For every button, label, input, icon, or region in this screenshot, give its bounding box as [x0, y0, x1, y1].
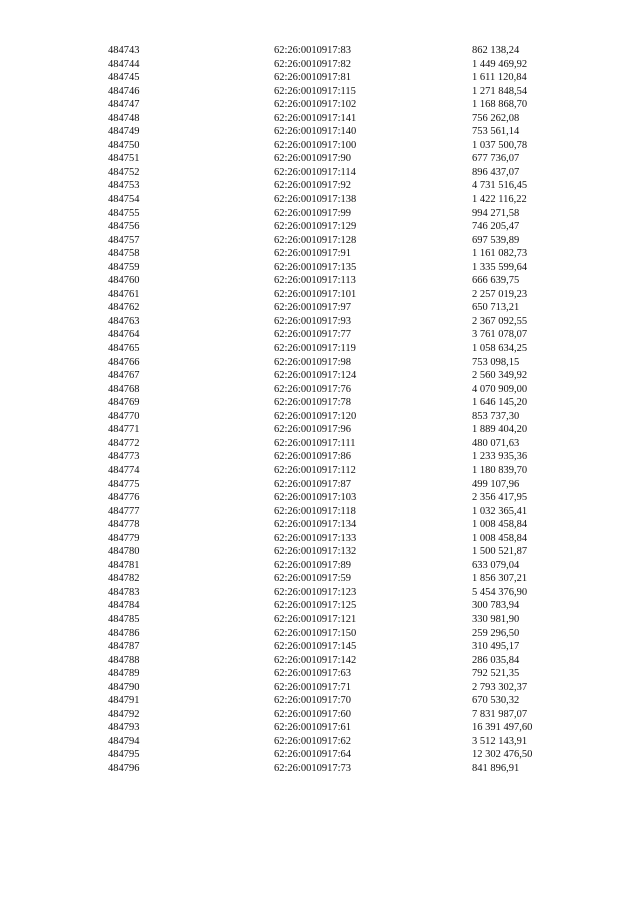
cadastral-number-cell: 62:26:0010917:99 — [274, 207, 352, 219]
row-number-cell: 484764 — [108, 329, 140, 341]
row-number-cell: 484769 — [108, 397, 140, 409]
row-number-cell: 484763 — [108, 315, 140, 327]
row-number-cell: 484779 — [108, 532, 140, 544]
table-row — [108, 207, 592, 221]
cadastral-value-cell: 16 391 497,60 — [472, 722, 533, 734]
cadastral-number-cell: 62:26:0010917:140 — [274, 126, 357, 138]
row-number-cell: 484767 — [108, 370, 140, 382]
cadastral-value-cell: 4 731 516,45 — [472, 180, 528, 192]
row-number-cell: 484746 — [108, 85, 140, 97]
row-number-cell: 484745 — [108, 72, 140, 84]
cadastral-value-cell: 499 107,96 — [472, 478, 520, 490]
cadastral-value-cell: 841 896,91 — [472, 762, 520, 774]
cadastral-value-cell: 1 646 145,20 — [472, 397, 528, 409]
row-number-cell: 484775 — [108, 478, 140, 490]
cadastral-value-cell: 670 530,32 — [472, 695, 520, 707]
table-row — [108, 491, 592, 505]
row-number-cell: 484744 — [108, 58, 140, 70]
cadastral-value-cell: 286 035,84 — [472, 654, 520, 666]
cadastral-value-cell: 330 981,90 — [472, 613, 520, 625]
cadastral-number-cell: 62:26:0010917:145 — [274, 641, 357, 653]
row-number-cell: 484788 — [108, 654, 140, 666]
row-number-cell: 484753 — [108, 180, 140, 192]
cadastral-number-cell: 62:26:0010917:119 — [274, 343, 356, 355]
cadastral-value-cell: 1 889 404,20 — [472, 424, 528, 436]
table-row — [108, 179, 592, 193]
cadastral-value-cell: 2 793 302,37 — [472, 681, 528, 693]
table-row — [108, 193, 592, 207]
table-row — [108, 627, 592, 641]
table-row — [108, 58, 592, 72]
cadastral-number-cell: 62:26:0010917:92 — [274, 180, 352, 192]
cadastral-value-cell: 853 737,30 — [472, 410, 520, 422]
row-number-cell: 484766 — [108, 356, 140, 368]
cadastral-value-cell: 1 008 458,84 — [472, 532, 528, 544]
cadastral-value-cell: 1 058 634,25 — [472, 343, 528, 355]
cadastral-number-cell: 62:26:0010917:78 — [274, 397, 352, 409]
cadastral-number-cell: 62:26:0010917:112 — [274, 464, 356, 476]
table-row — [108, 274, 592, 288]
row-number-cell: 484759 — [108, 261, 140, 273]
cadastral-number-cell: 62:26:0010917:89 — [274, 559, 352, 571]
table-row — [108, 98, 592, 112]
table-row — [108, 261, 592, 275]
table-row — [108, 247, 592, 261]
cadastral-value-cell: 994 271,58 — [472, 207, 520, 219]
cadastral-value-cell: 1 856 307,21 — [472, 573, 528, 585]
table-row — [108, 586, 592, 600]
cadastral-number-cell: 62:26:0010917:77 — [274, 329, 352, 341]
cadastral-value-cell: 792 521,35 — [472, 668, 520, 680]
cadastral-number-cell: 62:26:0010917:141 — [274, 112, 357, 124]
row-number-cell: 484786 — [108, 627, 140, 639]
row-number-cell: 484780 — [108, 546, 140, 558]
cadastral-number-cell: 62:26:0010917:59 — [274, 573, 352, 585]
table-row — [108, 85, 592, 99]
table-row — [108, 464, 592, 478]
row-number-cell: 484765 — [108, 343, 140, 355]
cadastral-value-cell: 3 761 078,07 — [472, 329, 528, 341]
cadastral-value-cell: 756 262,08 — [472, 112, 520, 124]
cadastral-number-cell: 62:26:0010917:73 — [274, 762, 352, 774]
cadastral-value-cell: 677 736,07 — [472, 153, 520, 165]
cadastral-value-cell: 1 449 469,92 — [472, 58, 528, 70]
cadastral-number-cell: 62:26:0010917:97 — [274, 302, 352, 314]
table-row — [108, 708, 592, 722]
row-number-cell: 484774 — [108, 464, 140, 476]
cadastral-number-cell: 62:26:0010917:142 — [274, 654, 357, 666]
row-number-cell: 484783 — [108, 586, 140, 598]
cadastral-value-cell: 1 233 935,36 — [472, 451, 528, 463]
cadastral-number-cell: 62:26:0010917:124 — [274, 370, 357, 382]
row-number-cell: 484773 — [108, 451, 140, 463]
table-row — [108, 681, 592, 695]
table-row — [108, 369, 592, 383]
cadastral-number-cell: 62:26:0010917:64 — [274, 749, 352, 761]
cadastral-value-cell: 4 070 909,00 — [472, 383, 528, 395]
cadastral-number-cell: 62:26:0010917:111 — [274, 437, 356, 449]
cadastral-number-cell: 62:26:0010917:138 — [274, 194, 357, 206]
cadastral-number-cell: 62:26:0010917:120 — [274, 410, 357, 422]
cadastral-number-cell: 62:26:0010917:135 — [274, 261, 357, 273]
table-row — [108, 288, 592, 302]
table-row — [108, 152, 592, 166]
row-number-cell: 484794 — [108, 735, 140, 747]
table-row — [108, 71, 592, 85]
table-row — [108, 125, 592, 139]
row-number-cell: 484754 — [108, 194, 140, 206]
table-row — [108, 721, 592, 735]
row-number-cell: 484755 — [108, 207, 140, 219]
table-row — [108, 383, 592, 397]
cadastral-number-cell: 62:26:0010917:83 — [274, 45, 352, 56]
table-row — [108, 220, 592, 234]
table-row — [108, 396, 592, 410]
cadastral-number-cell: 62:26:0010917:70 — [274, 695, 352, 707]
cadastral-number-cell: 62:26:0010917:118 — [274, 505, 356, 517]
row-number-cell: 484750 — [108, 139, 140, 151]
row-number-cell: 484795 — [108, 749, 140, 761]
table-row — [108, 437, 592, 451]
row-number-cell: 484793 — [108, 722, 140, 734]
row-number-cell: 484778 — [108, 519, 140, 531]
cadastral-value-cell: 753 561,14 — [472, 126, 520, 138]
table-row — [108, 315, 592, 329]
cadastral-value-cell: 3 512 143,91 — [472, 735, 528, 747]
table-row — [108, 410, 592, 424]
row-number-cell: 484760 — [108, 275, 140, 287]
row-number-cell: 484757 — [108, 234, 140, 246]
table-row — [108, 613, 592, 627]
table-row — [108, 572, 592, 586]
table-row — [108, 44, 592, 58]
cadastral-value-cell: 2 257 019,23 — [472, 288, 528, 300]
table-row — [108, 301, 592, 315]
cadastral-value-cell: 862 138,24 — [472, 45, 520, 56]
cadastral-number-cell: 62:26:0010917:96 — [274, 424, 352, 436]
cadastral-number-cell: 62:26:0010917:87 — [274, 478, 352, 490]
cadastral-value-table — [108, 44, 592, 776]
cadastral-value-cell: 650 713,21 — [472, 302, 520, 314]
cadastral-number-cell: 62:26:0010917:82 — [274, 58, 352, 70]
cadastral-number-cell: 62:26:0010917:133 — [274, 532, 357, 544]
cadastral-value-cell: 12 302 476,50 — [472, 749, 533, 761]
cadastral-value-cell: 2 367 092,55 — [472, 315, 528, 327]
row-number-cell: 484768 — [108, 383, 140, 395]
table-row — [108, 112, 592, 126]
cadastral-number-cell: 62:26:0010917:150 — [274, 627, 357, 639]
row-number-cell: 484789 — [108, 668, 140, 680]
table-row — [108, 748, 592, 762]
table-row — [108, 139, 592, 153]
cadastral-value-cell: 480 071,63 — [472, 437, 520, 449]
table-row — [108, 545, 592, 559]
row-number-cell: 484752 — [108, 166, 140, 178]
row-number-cell: 484756 — [108, 221, 140, 233]
row-number-cell: 484761 — [108, 288, 140, 300]
cadastral-number-cell: 62:26:0010917:81 — [274, 72, 352, 84]
cadastral-value-cell: 1 161 082,73 — [472, 248, 528, 260]
cadastral-number-cell: 62:26:0010917:61 — [274, 722, 352, 734]
table-row — [108, 518, 592, 532]
cadastral-number-cell: 62:26:0010917:100 — [274, 139, 357, 151]
cadastral-number-cell: 62:26:0010917:125 — [274, 600, 357, 612]
cadastral-number-cell: 62:26:0010917:132 — [274, 546, 357, 558]
cadastral-value-cell: 896 437,07 — [472, 166, 520, 178]
table-row — [108, 328, 592, 342]
table-row — [108, 559, 592, 573]
row-number-cell: 484785 — [108, 613, 140, 625]
cadastral-value-cell: 1 335 599,64 — [472, 261, 528, 273]
row-number-cell: 484770 — [108, 410, 140, 422]
cadastral-value-cell: 1 037 500,78 — [472, 139, 528, 151]
cadastral-number-cell: 62:26:0010917:103 — [274, 492, 357, 504]
row-number-cell: 484762 — [108, 302, 140, 314]
row-number-cell: 484777 — [108, 505, 140, 517]
cadastral-number-cell: 62:26:0010917:113 — [274, 275, 356, 287]
table-row — [108, 735, 592, 749]
table-row — [108, 423, 592, 437]
cadastral-number-cell: 62:26:0010917:114 — [274, 166, 356, 178]
cadastral-value-cell: 2 356 417,95 — [472, 492, 528, 504]
table-row — [108, 532, 592, 546]
table-row — [108, 342, 592, 356]
row-number-cell: 484743 — [108, 45, 140, 56]
cadastral-number-cell: 62:26:0010917:102 — [274, 99, 357, 111]
cadastral-number-cell: 62:26:0010917:123 — [274, 586, 357, 598]
cadastral-value-cell: 697 539,89 — [472, 234, 520, 246]
table-row — [108, 234, 592, 248]
cadastral-value-cell: 5 454 376,90 — [472, 586, 528, 598]
row-number-cell: 484791 — [108, 695, 140, 707]
cadastral-number-cell: 62:26:0010917:90 — [274, 153, 352, 165]
row-number-cell: 484784 — [108, 600, 140, 612]
cadastral-value-cell: 1 032 365,41 — [472, 505, 528, 517]
cadastral-number-cell: 62:26:0010917:93 — [274, 315, 352, 327]
row-number-cell: 484747 — [108, 99, 140, 111]
cadastral-value-cell: 1 168 868,70 — [472, 99, 528, 111]
row-number-cell: 484749 — [108, 126, 140, 138]
cadastral-value-cell: 1 500 521,87 — [472, 546, 528, 558]
table-row — [108, 654, 592, 668]
cadastral-value-cell: 746 205,47 — [472, 221, 520, 233]
row-number-cell: 484787 — [108, 641, 140, 653]
table-row — [108, 667, 592, 681]
cadastral-value-cell: 633 079,04 — [472, 559, 520, 571]
row-number-cell: 484748 — [108, 112, 140, 124]
cadastral-value-cell: 2 560 349,92 — [472, 370, 528, 382]
cadastral-value-cell: 753 098,15 — [472, 356, 520, 368]
table-row — [108, 694, 592, 708]
cadastral-value-cell: 300 783,94 — [472, 600, 520, 612]
table-row — [108, 450, 592, 464]
cadastral-value-cell: 1 271 848,54 — [472, 85, 528, 97]
cadastral-value-cell: 1 008 458,84 — [472, 519, 528, 531]
cadastral-number-cell: 62:26:0010917:71 — [274, 681, 352, 693]
row-number-cell: 484790 — [108, 681, 140, 693]
cadastral-number-cell: 62:26:0010917:86 — [274, 451, 352, 463]
table-row — [108, 478, 592, 492]
row-number-cell: 484782 — [108, 573, 140, 585]
row-number-cell: 484771 — [108, 424, 140, 436]
cadastral-number-cell: 62:26:0010917:60 — [274, 708, 352, 720]
table-row — [108, 640, 592, 654]
cadastral-number-cell: 62:26:0010917:76 — [274, 383, 352, 395]
table-row — [108, 762, 592, 776]
cadastral-value-cell: 666 639,75 — [472, 275, 520, 287]
cadastral-value-cell: 259 296,50 — [472, 627, 520, 639]
cadastral-number-cell: 62:26:0010917:115 — [274, 85, 356, 97]
cadastral-value-cell: 1 422 116,22 — [472, 194, 527, 206]
table-body — [108, 44, 592, 776]
cadastral-number-cell: 62:26:0010917:101 — [274, 288, 357, 300]
table-row — [108, 356, 592, 370]
cadastral-value-cell: 7 831 987,07 — [472, 708, 528, 720]
cadastral-number-cell: 62:26:0010917:129 — [274, 221, 357, 233]
row-number-cell: 484792 — [108, 708, 140, 720]
cadastral-value-cell: 1 611 120,84 — [472, 72, 527, 84]
cadastral-number-cell: 62:26:0010917:128 — [274, 234, 357, 246]
row-number-cell: 484758 — [108, 248, 140, 260]
row-number-cell: 484772 — [108, 437, 140, 449]
row-number-cell: 484796 — [108, 762, 140, 774]
cadastral-number-cell: 62:26:0010917:134 — [274, 519, 357, 531]
cadastral-number-cell: 62:26:0010917:91 — [274, 248, 352, 260]
cadastral-value-cell: 1 180 839,70 — [472, 464, 528, 476]
table-row — [108, 599, 592, 613]
row-number-cell: 484776 — [108, 492, 140, 504]
cadastral-number-cell: 62:26:0010917:62 — [274, 735, 352, 747]
cadastral-number-cell: 62:26:0010917:98 — [274, 356, 352, 368]
cadastral-number-cell: 62:26:0010917:121 — [274, 613, 357, 625]
cadastral-value-cell: 310 495,17 — [472, 641, 520, 653]
table-row — [108, 505, 592, 519]
cadastral-number-cell: 62:26:0010917:63 — [274, 668, 352, 680]
row-number-cell: 484781 — [108, 559, 140, 571]
row-number-cell: 484751 — [108, 153, 140, 165]
table-row — [108, 166, 592, 180]
